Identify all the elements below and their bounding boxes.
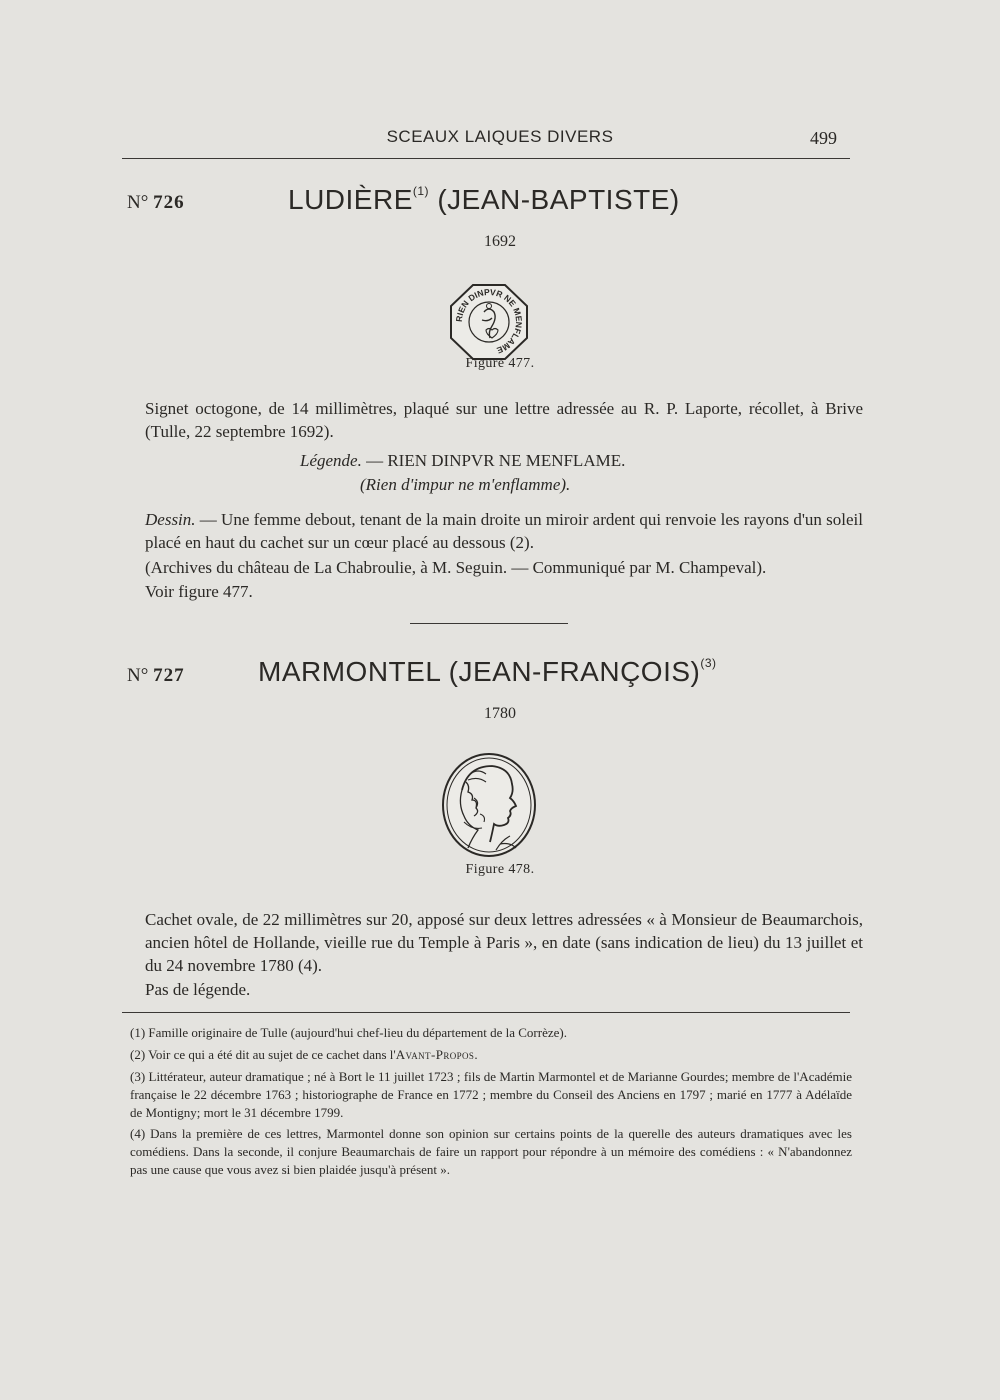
legend-label: Légende. [300,451,362,470]
entry-727-year: 1780 [484,705,516,722]
footnote-ref-1: (1) [412,184,430,198]
figure-477-caption: Figure 477. [465,356,535,371]
avant-propos-ref: Avant-Propos [395,1047,475,1062]
octagonal-seal-figure-477 [448,282,530,362]
entry-number-prefix: N° [127,192,149,213]
entry-726-dessin [145,508,863,554]
section-separator-rule [410,623,568,624]
entry-726-legend-translation [360,475,570,495]
legend-text: — RIEN DINPVR NE MENFLAME. [361,451,626,470]
dessin-label: Dessin. [145,510,196,529]
footnote-3: (3) Littérateur, auteur dramatique ; né à Bort le 11 juillet 1723 ; fils de Martin Marmontel et de Marianne Gourdes; membre de l'Académie française le 22 décembre 1763 ; historiographe de France en 1772 ; membre du Conseil des Anciens en 1797 ; marié en 1777 à Adélaïde de Montigny; mort le 31 décembre 1799. [130,1069,852,1120]
entry-726-title [288,184,680,216]
footnote-rule [122,1012,850,1013]
entry-title-name: LUDIÈRE [288,184,413,215]
entry-title-name: MARMONTEL (JEAN-FRANÇOIS) [258,656,701,687]
running-header-title: SCEAUX LAIQUES DIVERS [386,127,614,146]
entry-727-description: Cachet ovale, de 22 millimètres sur 20, apposé sur deux lettres adressées « à Monsieur de Beaumarchois, ancien hôtel de Hollande, vieille rue du Temple à Paris », en date (sans indication de lieu) du 13 juillet et du 24 novembre 1780 (4). [145,910,863,975]
entry-title-given-names: (JEAN-BAPTISTE) [437,184,680,215]
entry-727-title [258,656,717,688]
footnote-4: (4) Dans la première de ces lettres, Marmontel donne son opinion sur certains points de la querelle des auteurs dramatiques avec les comédiens. Dans la seconde, il conjure Beaumarchais de faire un rapport pour répondre à un mémoire des comédiens : « N'abandonnez pas une cause que vous avez si bien plaidée jusqu'à présent ». [130,1126,852,1177]
entry-726-year: 1692 [484,233,516,250]
entry-number-value: 726 [153,192,185,213]
entry-726-legend [300,451,625,471]
footnote-2-end: . [474,1047,478,1062]
entry-number-value: 727 [153,665,185,686]
footnote-ref-3: (3) [700,656,717,670]
entry-726-number [127,192,185,214]
seal-legend-text: RIEN DINPVR NE MENFLAME [453,286,525,356]
legend-translation: (Rien d'impur ne m'enflamme). [360,475,571,494]
entry-727-no-legend: Pas de légende. [145,980,251,999]
oval-portrait-seal-figure-478 [440,752,538,858]
dessin-text: — Une femme debout, tenant de la main droite un miroir ardent qui renvoie les rayons d'un soleil placé en haut du cachet sur un cœur placé au dessous (2). [145,510,863,552]
footnote-2-text: (2) Voir ce qui a été dit au sujet de ce cachet dans l' [130,1047,396,1062]
footnote-1: (1) Famille originaire de Tulle (aujourd'hui chef-lieu du département de la Corrèze). [130,1025,567,1040]
footnote-2 [130,1046,852,1064]
entry-726-description: Signet octogone, de 14 millimètres, plaqué sur une lettre adressée au R. P. Laporte, récollet, à Brive (Tulle, 22 septembre 1692). [145,399,863,441]
figure-478-caption: Figure 478. [465,862,535,877]
entry-number-prefix: N° [127,665,149,686]
page-number: 499 [810,128,837,148]
entry-726-archives: (Archives du château de La Chabroulie, à M. Seguin. — Communiqué par M. Champeval). [145,558,767,577]
entry-726-voir: Voir figure 477. [145,582,253,601]
entry-727-number [127,665,185,687]
header-rule [122,158,850,159]
